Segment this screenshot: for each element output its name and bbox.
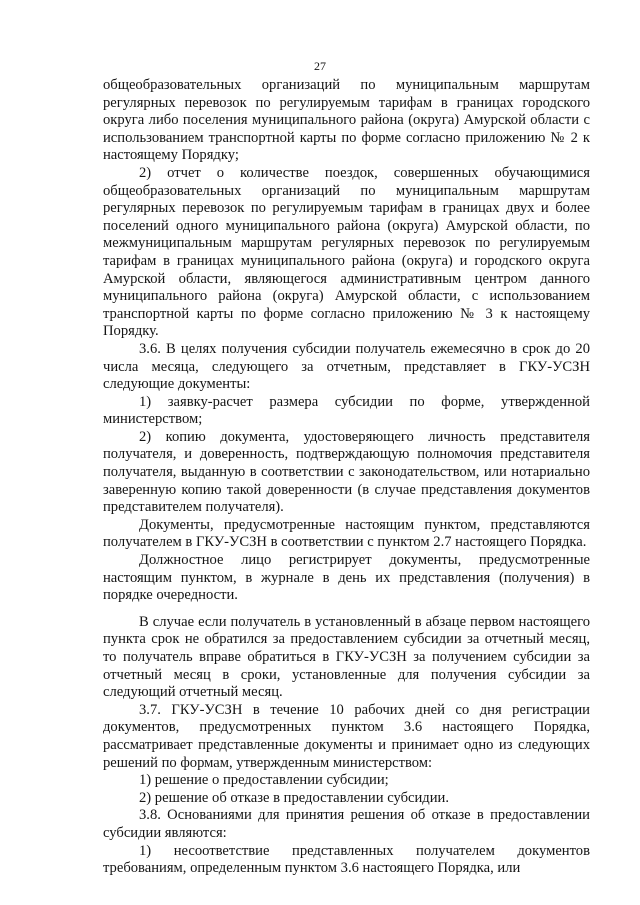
paragraph: В случае если получатель в установленный в абзаце первом настоящего пункта срок не обратился за предоставлением субсидии за отчетный месяц, то получатель вправе обратиться в ГКУ-УСЗН за получением субсидии за отчетный месяц в сроки, установленные для получения субсидии за следующий отчетный месяц. (103, 613, 590, 701)
paragraph: 3.6. В целях получения субсидии получатель ежемесячно в срок до 20 числа месяца, следующего за отчетным, представляет в ГКУ-УСЗН следующие документы: (103, 340, 590, 393)
paragraph: 1) решение о предоставлении субсидии; (139, 772, 389, 789)
paragraph: 2) отчет о количестве поездок, совершенных обучающимися общеобразовательных организаций по муниципальным маршрутам регулярных перевозок по регулируемым тарифам в границах двух и более поселений одного муниципального района (округа) Амурской области, по межмуниципальным маршрутам регулярных перевозок по регулируемым тарифам в границах муниципального района (округа) и городского округа Амурской области, являющегося административным центром данного муниципального района (округа) Амурской области, с использованием транспортной карты по форме согласно приложению № 3 к настоящему Порядку. (103, 164, 590, 340)
page-number: 27 (314, 59, 326, 73)
paragraph: Должностное лицо регистрирует документы, предусмотренные настоящим пунктом, в журнале в день их представления (получения) в порядке очередности. (103, 552, 590, 604)
paragraph: 1) несоответствие представленных получателем документов требованиям, определенным пунктом 3.6 настоящего Порядка, или (103, 842, 590, 877)
paragraph: 3.7. ГКУ-УСЗН в течение 10 рабочих дней со дня регистрации документов, предусмотренных пунктом 3.6 настоящего Порядка, рассматривает представленные документы и принимает одно из следующих решений по формам, утвержденным министерством: (103, 701, 590, 771)
paragraph: 3.8. Основаниями для принятия решения об отказе в предоставлении субсидии являются: (103, 807, 590, 841)
paragraph: Документы, предусмотренные настоящим пунктом, представляются получателем в ГКУ-УСЗН в соответствии с пунктом 2.7 настоящего Порядка. (103, 516, 590, 551)
paragraph: общеобразовательных организаций по муниципальным маршрутам регулярных перевозок по регулируемым тарифам в границах городского округа либо поселения муниципального района (округа) Амурской области с использованием транспортной карты по форме согласно приложению № 2 к настоящему Порядку; (103, 77, 590, 164)
document-body (103, 77, 590, 878)
paragraph: 1) заявку-расчет размера субсидии по форме, утвержденной министерством; (103, 393, 590, 428)
paragraph: 2) решение об отказе в предоставлении субсидии. (139, 789, 449, 806)
paragraph: 2) копию документа, удостоверяющего личность представителя получателя, и доверенность, подтверждающую полномочия представителя получателя, выданную в соответствии с законодательством, или нотариально заверенную копию такой доверенности (в случае представления документов представителем получателя). (103, 428, 590, 516)
